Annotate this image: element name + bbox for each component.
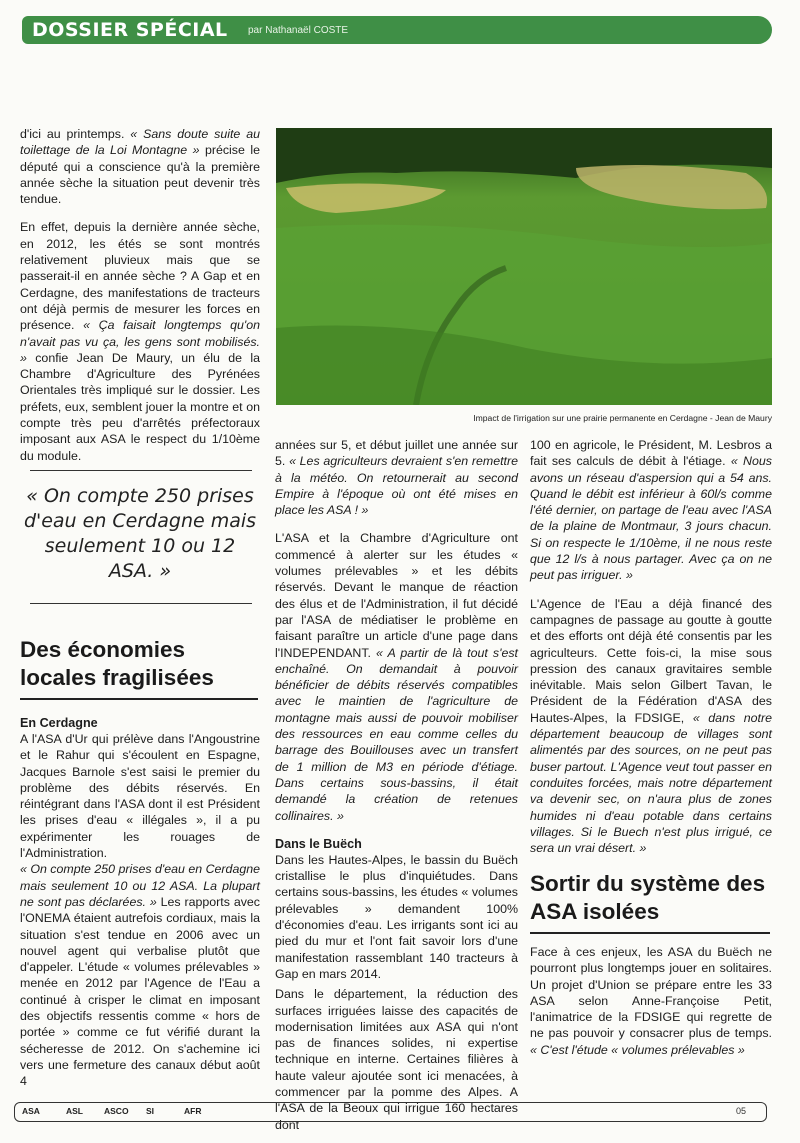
footer-tag: ASCO — [104, 1106, 129, 1116]
paragraph: « On compte 250 prises d'eau en Cerdagne mais seulement 10 ou 12 ASA. La plupart ne sont pas déclarées. » Les rapports avec l'ONEMA étaient autrefois cordiaux, mais la situation s'est tendue en 2006 avec un nouvel agent qui verbalise plutôt que d'appeler. L'étude « volumes prélevables » menée en 2012 par l'Agence de l'Eau a continué à crisper le climat en imposant des objectifs ressentis comme « hors de portée » comme ce fut vérifié durant la sécheresse de 2012. On s'achemine ici vers une fermeture des canaux début août 4 — [20, 862, 261, 1089]
paragraph: Dans le département, la réduction des surfaces irriguées laisse des capacités de modernisation limitées aux ASA qui n'ont pas de finances solides, ni expertise technique en interne. Certaines filières à haute valeur ajoutée sont ici menacées, à commencer par la pomme des Alpes. A l'ASA de la Beoux qui irrigue 160 hectares dont — [275, 987, 518, 1132]
grass-field-photo — [276, 128, 772, 405]
paragraph: L'Agence de l'Eau a déjà financé des campagnes de passage au goutte à goutte et des efforts ont déjà été consentis par les agriculteurs. Cette fois-ci, la mise sous pression des canaux gravitaires semble inévitable. Mais selon Gilbert Tavan, le Président de la Fédération d'ASA des Hautes-Alpes, la FDSIGE, « dans notre département beaucoup de villages sont alimentés par des sources, on ne peut pas buser partout. L'Agence veut tout passer en conduites forcées, mais notre département va devenir sec, on n'aura plus de zones humides ni d'eau potable dans certains villages. Si le Buech n'est plus irrigué, ce sera un vrai désert. » — [530, 596, 772, 856]
paragraph: Dans les Hautes-Alpes, le bassin du Buëch cristallise le plus d'inquiétudes. Dans certains sous-bassins, les études « volumes prélevables » demandent 100% d'économies d'eau. Les irrigants sont ici au pied du mur et l'ont fait savoir lors d'une manifestation rassemblant 140 tracteurs à Gap en mars 2014. — [275, 852, 518, 981]
subheading: En Cerdagne — [20, 716, 98, 730]
footer-tag: ASA — [22, 1106, 40, 1116]
paragraph: d'ici au printemps. « Sans doute suite au toilettage de la Loi Montagne » précise le député qui a conscience qu'à la première année sèche la situation peut devenir très tendue. — [20, 127, 260, 207]
pullquote-top-rule — [30, 470, 252, 471]
column-2 — [275, 437, 518, 1133]
section-title: DOSSIER SPÉCIAL — [32, 19, 228, 41]
section-heading: Des économies locales fragilisées — [20, 637, 214, 690]
column-3-lower — [530, 944, 772, 1058]
photo-caption: Impact de l'irrigation sur une prairie permanente en Cerdagne - Jean de Maury — [473, 413, 772, 423]
section-heading: Sortir du système des ASA isolées — [530, 871, 766, 924]
heading-underline — [530, 932, 770, 934]
footer-tag: AFR — [184, 1106, 202, 1116]
column-1-intro — [20, 126, 260, 464]
paragraph: L'ASA et la Chambre d'Agriculture ont commencé à alerter sur les études « volumes prélevables » et les débits réservés. Devant le manque de réaction des élus et de l'Administration, il fut décidé par l'ASA de médiatiser le problème en faisant paraître un article d'une page dans l'INDEPENDANT. « A partir de là tout s'est enchaîné. On demandait à pouvoir bénéficier de débits réservés compatibles avec le maintien de l'agriculture de montagne mais aussi de pouvoir mobiliser des ressources en eau comme celles du barrage des Bouillouses avec un transfert de 1 million de M3 en période d'étiage. Dans certains sous-bassins, il était demandé la création de retenues collinaires. » — [275, 531, 518, 823]
footer-tag: ASL — [66, 1106, 83, 1116]
subheading: Dans le Buëch — [275, 836, 362, 851]
page-number: 05 — [736, 1106, 747, 1116]
heading-underline — [20, 698, 258, 700]
footer-tag: SI — [146, 1106, 155, 1116]
pullquote: « On compte 250 prises d'eau en Cerdagne mais seulement 10 ou 12 ASA. » — [23, 485, 257, 582]
section-header-band — [22, 16, 772, 44]
paragraph: En effet, depuis la dernière année sèche, en 2012, les étés se sont montrés relativement pluvieux mais que se passerait-il en année sèche ? A Gap et en Cerdagne, des manifestations de tracteurs ont déjà permis de mesurer les forces en présence. « Ça faisait longtemps qu'on n'avait pas vu ça, les gens sont mobilisés. » confie Jean De Maury, un élu de la Chambre d'Agriculture des Pyrénées Orientales très impliqué sur le dossier. Les préfets, eux, semblent jouer la montre et on compte très peu d'arrêtés préfectoraux imposant aux ASA le respect du 1/10ème du module. — [20, 220, 260, 463]
paragraph: années sur 5, et début juillet une année sur 5. « Les agriculteurs devraient s'en remettre à la météo. On retournerait au second Empire à l'époque où ont été mises en place les ASA ! » — [275, 438, 519, 518]
pullquote-bottom-rule — [30, 603, 252, 604]
paragraph: Face à ces enjeux, les ASA du Buëch ne pourront plus longtemps jouer en solitaires. Un projet d'Union se prépare entre les 33 ASA selon Anne-Françoise Petit, l'animatrice de la FDSIGE qui regrette de ne pas pouvoir y consacrer plus de temps. « C'est l'étude « volumes prélevables » — [530, 945, 772, 1057]
paragraph: A l'ASA d'Ur qui prélève dans l'Angoustrine et le Rahur qui s'écoulent en Espagne, Jacques Barnole s'est saisi le premier du problème des débits réservés. En réintégrant dans l'ASA dont il est Président les prises d'eau « illégales », il a pu expérimenter les rouages de l'Administration. — [20, 732, 260, 861]
photo-illustration — [276, 128, 772, 405]
column-1-cerdagne — [20, 715, 260, 1090]
author-byline: par Nathanaël COSTE — [248, 25, 349, 36]
paragraph: 100 en agricole, le Président, M. Lesbros a fait ses calculs de débit à l'étiage. « Nous avons un réseau d'aspersion qui a 54 ans. Quand le débit est inférieur à 60l/s comme l'été dernier, on partage de l'eau avec l'ASA de la plaine de Montmaur, 3 jours chacun. Si on respecte le 1/10ème, il ne nous reste que 12 l/s à nous partager. Avec ça on ne peut pas irriguer. » — [530, 438, 772, 583]
column-3 — [530, 437, 772, 856]
